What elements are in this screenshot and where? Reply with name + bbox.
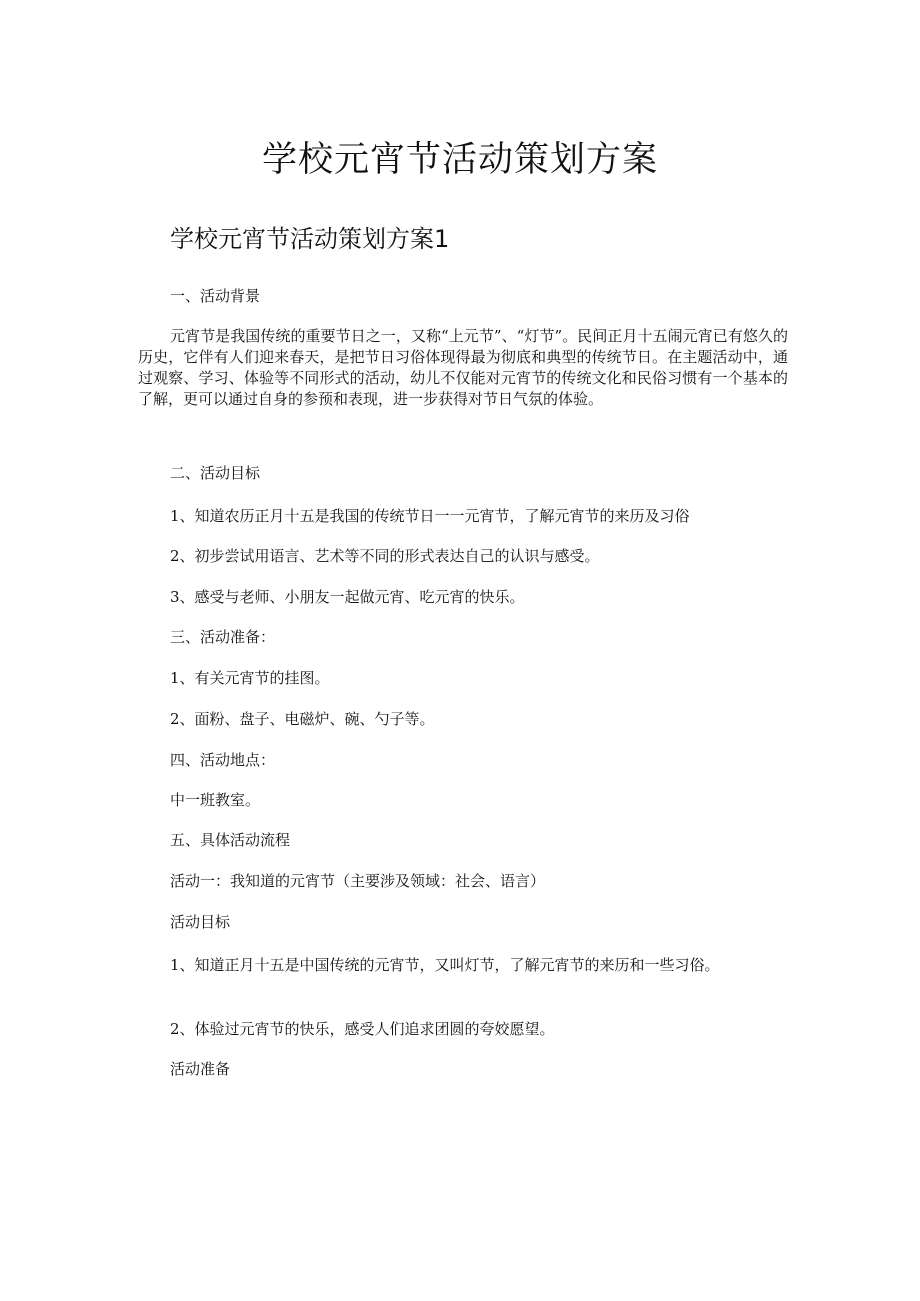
activity-1-goal-heading: 活动目标 <box>170 913 231 931</box>
activity-1-title: 活动一：我知道的元宵节（主要涉及领域：社会、语言） <box>170 872 546 890</box>
section-heading-process: 五、具体活动流程 <box>170 831 291 849</box>
location-text: 中一班教室。 <box>170 791 261 809</box>
activity-1-goal-item-1: 1、知道正月十五是中国传统的元宵节，又叫灯节，了解元宵节的来历和一些习俗。 <box>170 956 720 974</box>
goal-item-3: 3、感受与老师、小朋友一起做元宵、吃元宵的快乐。 <box>170 588 525 606</box>
activity-1-preparation-heading: 活动准备 <box>170 1060 231 1078</box>
section-heading-background: 一、活动背景 <box>170 287 261 305</box>
background-paragraph: 元宵节是我国传统的重要节日之一，又称“上元节”、“灯节”。民间正月十五闹元宵已有悠久的历史，它伴有人们迎来春天，是把节日习俗体现得最为彻底和典型的传统节日。在主题活动中，通过观察、学习、体验等不同形式的活动，幼儿不仅能对元宵节的传统文化和民俗习惯有一个基本的了解，更可以通过自身的参预和表现，进一步获得对节日气氛的体验。 <box>138 327 788 408</box>
section-heading-goals: 二、活动目标 <box>170 464 261 482</box>
preparation-item-2: 2、面粉、盘子、电磁炉、碗、勺子等。 <box>170 710 435 728</box>
section-heading-preparation: 三、活动准备： <box>170 628 276 646</box>
document-title: 学校元宵节活动策划方案 <box>261 140 658 180</box>
goal-item-1: 1、知道农历正月十五是我国的传统节日一一元宵节，了解元宵节的来历及习俗 <box>170 507 690 525</box>
activity-1-goal-item-2: 2、体验过元宵节的快乐，感受人们追求团圆的夸姣愿望。 <box>170 1020 555 1038</box>
preparation-item-1: 1、有关元宵节的挂图。 <box>170 669 330 687</box>
document-subtitle: 学校元宵节活动策划方案1 <box>170 225 450 253</box>
goal-item-2: 2、初步尝试用语言、艺术等不同的形式表达自己的认识与感受。 <box>170 547 600 565</box>
section-heading-location: 四、活动地点： <box>170 751 276 769</box>
